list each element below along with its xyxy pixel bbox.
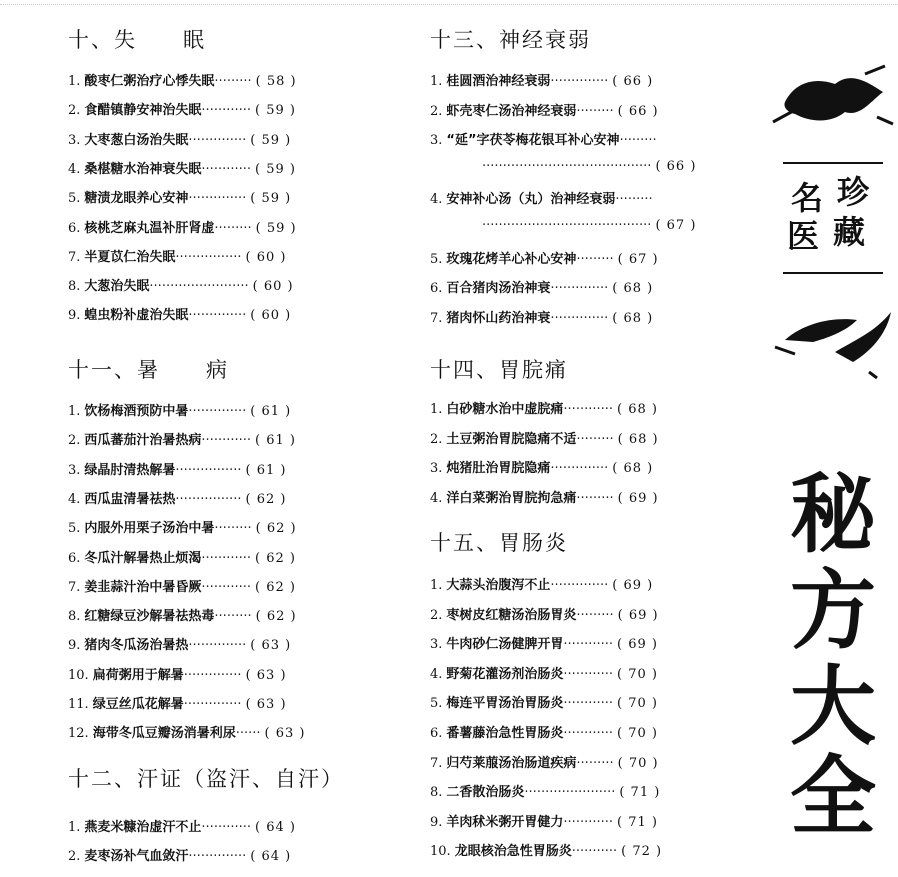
stamp-char: 名 xyxy=(791,179,824,217)
entry-title: 猪肉怀山药治神衰 xyxy=(446,310,551,326)
entry-leader: ·············· xyxy=(183,697,242,712)
section-title: 十五、胃肠炎 xyxy=(430,531,568,555)
entry-title: 姜韭蒜汁治中暑昏厥 xyxy=(84,579,202,595)
entry-title: 番薯藤治急性胃肠炎 xyxy=(446,726,564,741)
entry-page: ( 68 ) xyxy=(617,402,658,417)
stamp-char: 藏 xyxy=(833,213,866,251)
entry-title: 大枣葱白汤治失眠 xyxy=(84,132,189,148)
toc-entry[interactable] xyxy=(68,99,296,118)
entry-page: ( 61 ) xyxy=(250,404,292,419)
title-char: 方 xyxy=(790,560,876,661)
entry-page: ( 59 ) xyxy=(255,220,297,236)
toc-entry[interactable] xyxy=(430,840,662,859)
title-char: 秘 xyxy=(790,464,876,565)
entry-page: ( 71 ) xyxy=(619,785,661,801)
entry-page: ( 69 ) xyxy=(617,490,659,506)
entry-title: 桂圆酒治神经衰弱 xyxy=(446,74,551,89)
entry-leader: ·············· xyxy=(188,638,247,654)
entry-number: 6. xyxy=(68,550,81,566)
entry-page: ( 62 ) xyxy=(255,550,296,566)
entry-title: 羊肉秫米粥开胃健力 xyxy=(446,814,564,830)
entry-number: 1. xyxy=(430,578,443,593)
entry-title: 土豆粥治胃脘隐痛不适 xyxy=(446,431,577,447)
toc-entry[interactable] xyxy=(430,188,657,207)
entry-number: 1. xyxy=(430,402,443,417)
entry-number: 1. xyxy=(430,74,443,89)
toc-entry[interactable] xyxy=(68,158,296,177)
entry-leader: ········· xyxy=(576,607,614,623)
entry-leader: ········· xyxy=(576,431,614,447)
entry-leader: ············ xyxy=(201,433,252,449)
toc-entry[interactable] xyxy=(430,457,653,476)
entry-title: 绿晶肘清热解暑 xyxy=(84,462,176,478)
entry-page: ( 59 ) xyxy=(250,191,292,207)
entry-leader: ········· xyxy=(576,251,614,267)
entry-page: ( 62 ) xyxy=(255,579,296,595)
toc-entry[interactable] xyxy=(430,100,659,119)
toc-entry[interactable] xyxy=(68,488,287,507)
toc-entry[interactable] xyxy=(430,811,658,830)
entry-title: 内服外用栗子汤治中暑 xyxy=(84,521,215,537)
entry-page: ( 69 ) xyxy=(612,578,654,593)
entry-leader: ········· xyxy=(576,490,614,506)
entry-number: 6. xyxy=(68,220,81,236)
entry-leader: ················ xyxy=(175,462,242,478)
entry-title: 糖渍龙眼养心安神 xyxy=(84,191,189,207)
entry-leader: ············ xyxy=(563,637,614,653)
entry-leader: ························ xyxy=(149,279,249,295)
entry-leader: ········· xyxy=(619,133,657,149)
section-title: 十三、神经衰弱 xyxy=(430,28,591,52)
entry-page: ( 67 ) xyxy=(655,218,697,233)
entry-title: 蝗虫粉补虚治失眠 xyxy=(84,308,189,324)
entry-number: 5. xyxy=(430,251,443,267)
entry-leader: ············ xyxy=(563,666,614,682)
entry-number: 3. xyxy=(430,461,443,477)
entry-title: 枣树皮红糖汤治肠胃炎 xyxy=(446,607,577,623)
entry-leader: ········· xyxy=(214,609,252,625)
entry-title: 玫瑰花烤羊心补心安神 xyxy=(446,251,577,267)
entry-number: 5. xyxy=(430,696,443,712)
entry-page: ( 63 ) xyxy=(245,667,287,683)
toc-entry[interactable] xyxy=(68,517,297,536)
entry-page: ( 62 ) xyxy=(255,521,297,537)
brand-rule-bottom xyxy=(783,272,883,274)
entry-leader: ·············· xyxy=(550,461,609,477)
toc-entry[interactable] xyxy=(68,605,297,624)
entry-leader: ············ xyxy=(201,550,252,566)
entry-page: ( 59 ) xyxy=(255,103,296,119)
entry-page: ( 61 ) xyxy=(255,433,296,449)
entry-page: ( 69 ) xyxy=(617,607,659,623)
entry-page: ( 66 ) xyxy=(655,158,697,174)
entry-leader: ·············· xyxy=(550,281,609,297)
entry-page: ( 70 ) xyxy=(617,666,658,682)
toc-entry[interactable] xyxy=(68,816,296,835)
entry-number: 12. xyxy=(68,726,89,742)
entry-title: 野菊花灌汤剂治肠炎 xyxy=(446,666,564,682)
entry-title: 炖猪肚治胃脘隐痛 xyxy=(446,461,551,477)
entry-number: 11. xyxy=(68,697,89,712)
entry-number: 9. xyxy=(68,638,81,654)
entry-number: 4. xyxy=(430,192,443,208)
entry-leader: ········· xyxy=(576,755,614,771)
entry-title: 梅连平胃汤治胃肠炎 xyxy=(446,696,564,712)
entry-leader: ············ xyxy=(563,814,614,830)
toc-entry[interactable] xyxy=(68,129,291,148)
entry-page: ( 60 ) xyxy=(252,279,294,295)
entry-title: 核桃芝麻丸温补肝肾虚 xyxy=(84,220,215,236)
entry-title: 半夏苡仁治失眠 xyxy=(84,249,176,265)
entry-number: 4. xyxy=(430,666,443,682)
stamp-char: 医 xyxy=(787,217,820,255)
entry-page: ( 71 ) xyxy=(617,814,658,830)
entry-leader: ··········· xyxy=(571,844,618,860)
entry-title: 西瓜蕃茄汁治暑热病 xyxy=(84,433,202,449)
toc-entry[interactable] xyxy=(430,752,659,771)
toc-entry[interactable] xyxy=(68,70,297,89)
entry-page: ( 68 ) xyxy=(612,281,654,297)
entry-page: ( 66 ) xyxy=(612,74,654,89)
toc-entry[interactable] xyxy=(430,574,653,593)
entry-number: 10. xyxy=(68,667,89,683)
brush-mark-bottom xyxy=(765,292,898,382)
entry-leader: ············ xyxy=(201,161,252,177)
entry-title: 猪肉冬瓜汤治暑热 xyxy=(84,638,189,654)
entry-leader: ········································· xyxy=(482,158,652,174)
entry-title: 洋白菜粥治胃脘拘急痛 xyxy=(446,490,577,506)
entry-leader: ················ xyxy=(175,249,242,265)
entry-title: 二香散治肠炎 xyxy=(446,785,525,801)
entry-title: 桑椹糖水治神衰失眠 xyxy=(84,161,202,177)
entry-page: ( 60 ) xyxy=(250,308,292,324)
entry-number: 4. xyxy=(68,161,81,177)
entry-number: 4. xyxy=(68,491,81,507)
toc-entry[interactable] xyxy=(68,634,291,653)
toc-entry[interactable] xyxy=(68,246,287,265)
entry-page: ( 70 ) xyxy=(617,726,658,741)
entry-number: 7. xyxy=(430,755,443,771)
toc-entry[interactable] xyxy=(68,845,291,864)
entry-page: ( 63 ) xyxy=(245,697,287,712)
toc-entry[interactable] xyxy=(430,633,658,652)
entry-leader: ········· xyxy=(214,220,252,236)
toc-entry[interactable] xyxy=(68,400,291,419)
entry-page: ( 62 ) xyxy=(255,609,297,625)
entry-leader: ·············· xyxy=(188,132,247,148)
entry-number: 2. xyxy=(68,103,81,119)
entry-title: 饮杨梅酒预防中暑 xyxy=(84,404,189,419)
entry-number: 2. xyxy=(68,849,81,865)
entry-title: 食醋镇静安神治失眠 xyxy=(84,103,202,119)
entry-title: 大蒜头治腹泻不止 xyxy=(446,578,551,593)
entry-leader: ········· xyxy=(615,192,653,208)
entry-page: ( 61 ) xyxy=(245,462,287,478)
entry-number: 5. xyxy=(68,191,81,207)
section-title: 十、失 眠 xyxy=(68,28,206,52)
toc-entry[interactable] xyxy=(478,218,696,233)
entry-leader: ············ xyxy=(563,726,614,741)
toc-entry[interactable] xyxy=(430,277,653,296)
title-char: 大 xyxy=(790,656,876,757)
toc-entry[interactable] xyxy=(68,722,305,741)
entry-leader: ·············· xyxy=(550,74,609,89)
entry-number: 2. xyxy=(430,103,443,119)
toc-entry[interactable] xyxy=(430,428,659,447)
toc-entry[interactable] xyxy=(430,248,659,267)
entry-number: 9. xyxy=(68,308,81,324)
toc-entry[interactable] xyxy=(430,692,658,711)
toc-entry[interactable] xyxy=(68,429,296,448)
entry-leader: ·············· xyxy=(550,310,609,326)
entry-leader: ············ xyxy=(201,103,252,119)
entry-page: ( 63 ) xyxy=(264,726,306,742)
entry-number: 2. xyxy=(430,607,443,623)
entry-number: 2. xyxy=(430,431,443,447)
entry-title: 麦枣汤补气血敛汗 xyxy=(84,849,189,865)
entry-title: 扁荷粥用于解暑 xyxy=(92,667,184,683)
entry-number: 8. xyxy=(430,785,443,801)
entry-leader: ········· xyxy=(576,103,614,119)
entry-number: 8. xyxy=(68,279,81,295)
entry-title: 归芍莱菔汤治肠道疾病 xyxy=(446,755,577,771)
toc-entry[interactable] xyxy=(68,304,291,323)
entry-title: 冬瓜汁解暑热止烦渴 xyxy=(84,550,202,566)
section-title: 十四、胃脘痛 xyxy=(430,358,568,382)
entry-title: 龙眼核治急性胃肠炎 xyxy=(454,844,572,860)
entry-leader: ·············· xyxy=(188,191,247,207)
toc-entry[interactable] xyxy=(430,722,658,741)
entry-number: 5. xyxy=(68,521,81,537)
toc-entry[interactable] xyxy=(430,129,661,148)
entry-number: 6. xyxy=(430,281,443,297)
entry-number: 1. xyxy=(68,74,81,89)
entry-leader: ······ xyxy=(235,726,261,742)
entry-leader: ········· xyxy=(214,74,252,89)
entry-page: ( 64 ) xyxy=(255,820,296,835)
entry-leader: ············ xyxy=(563,696,614,712)
stamp-char: 珍 xyxy=(837,173,870,211)
entry-page: ( 59 ) xyxy=(255,161,296,177)
toc-entry[interactable] xyxy=(68,459,287,478)
entry-leader: ·············· xyxy=(188,849,247,865)
toc-entry[interactable] xyxy=(68,547,296,566)
entry-leader: ············ xyxy=(201,579,252,595)
entry-title: 西瓜盅清暑祛热 xyxy=(84,491,176,507)
entry-leader: ·············· xyxy=(188,308,247,324)
entry-number: 6. xyxy=(430,726,443,741)
entry-page: ( 70 ) xyxy=(617,696,658,712)
toc-entry[interactable] xyxy=(68,187,291,206)
entry-title: 绿豆丝瓜花解暑 xyxy=(92,697,184,712)
entry-page: ( 60 ) xyxy=(245,249,287,265)
entry-number: 7. xyxy=(68,249,81,265)
entry-number: 3. xyxy=(68,462,81,478)
brand-strip xyxy=(765,0,898,877)
entry-number: 7. xyxy=(430,310,443,326)
stamp-block xyxy=(787,173,882,262)
entry-number: 3. xyxy=(430,133,443,149)
entry-number: 8. xyxy=(68,609,81,625)
entry-leader: ········· xyxy=(214,521,252,537)
entry-page: ( 68 ) xyxy=(612,310,654,326)
top-border xyxy=(0,4,898,5)
entry-title: 安神补心汤（丸）治神经衰弱 xyxy=(446,192,616,208)
entry-page: ( 58 ) xyxy=(255,74,297,89)
brush-mark-top xyxy=(765,62,898,142)
entry-title: “延”字茯苓梅花银耳补心安神 xyxy=(446,133,620,149)
entry-leader: ········································· xyxy=(482,218,652,233)
entry-title: 白砂糖水治中虚脘痛 xyxy=(446,402,564,417)
entry-title: 大葱治失眠 xyxy=(84,279,150,295)
entry-page: ( 67 ) xyxy=(617,251,659,267)
toc-entry[interactable] xyxy=(68,664,287,683)
entry-number: 1. xyxy=(68,820,81,835)
entry-page: ( 63 ) xyxy=(250,638,292,654)
toc-entry[interactable] xyxy=(430,487,659,506)
entry-page: ( 72 ) xyxy=(621,844,663,860)
entry-number: 3. xyxy=(68,132,81,148)
toc-entry[interactable] xyxy=(68,217,297,236)
entry-page: ( 70 ) xyxy=(617,755,659,771)
entry-leader: ·············· xyxy=(188,404,247,419)
toc-entry[interactable] xyxy=(430,307,653,326)
entry-title: 虾壳枣仁汤治神经衰弱 xyxy=(446,103,577,119)
entry-page: ( 68 ) xyxy=(612,461,654,477)
entry-title: 百合猪肉汤治神衰 xyxy=(446,281,551,297)
entry-number: 1. xyxy=(68,404,81,419)
entry-number: 7. xyxy=(68,579,81,595)
entry-title: 燕麦米糠治虚汗不止 xyxy=(84,820,202,835)
entry-leader: ············ xyxy=(563,402,614,417)
entry-page: ( 64 ) xyxy=(250,849,292,865)
entry-leader: ················ xyxy=(175,491,242,507)
brand-rule-top xyxy=(783,162,883,164)
toc-entry[interactable] xyxy=(430,70,653,89)
entry-leader: ······················ xyxy=(524,785,616,801)
section-title: 十二、汗证（盗汗、自汗） xyxy=(68,767,344,791)
entry-page: ( 62 ) xyxy=(245,491,287,507)
entry-leader: ·············· xyxy=(550,578,609,593)
entry-number: 4. xyxy=(430,490,443,506)
toc-entry[interactable] xyxy=(68,693,287,712)
entry-page: ( 59 ) xyxy=(250,132,292,148)
entry-number: 3. xyxy=(430,637,443,653)
entry-title: 酸枣仁粥治疗心悸失眠 xyxy=(84,74,215,89)
toc-entry[interactable] xyxy=(430,663,658,682)
toc-entry[interactable] xyxy=(430,781,660,800)
toc-entry[interactable] xyxy=(430,398,658,417)
section-title: 十一、暑 病 xyxy=(68,358,229,382)
entry-leader: ············ xyxy=(201,820,252,835)
entry-title: 海带冬瓜豆瓣汤消暑利尿 xyxy=(92,726,236,742)
entry-number: 10. xyxy=(430,844,451,860)
entry-number: 9. xyxy=(430,814,443,830)
entry-page: ( 66 ) xyxy=(617,103,659,119)
entry-page: ( 69 ) xyxy=(617,637,658,653)
entry-number: 2. xyxy=(68,433,81,449)
toc-entry[interactable] xyxy=(430,604,659,623)
entry-leader: ·············· xyxy=(183,667,242,683)
toc-entry[interactable] xyxy=(478,159,696,174)
entry-title: 红糖绿豆沙解暑祛热毒 xyxy=(84,609,215,625)
entry-title: 牛肉砂仁汤健脾开胃 xyxy=(446,637,564,653)
title-char: 全 xyxy=(790,746,876,847)
entry-page: ( 68 ) xyxy=(617,431,659,447)
toc-entry[interactable] xyxy=(68,275,294,294)
toc-entry[interactable] xyxy=(68,576,296,595)
